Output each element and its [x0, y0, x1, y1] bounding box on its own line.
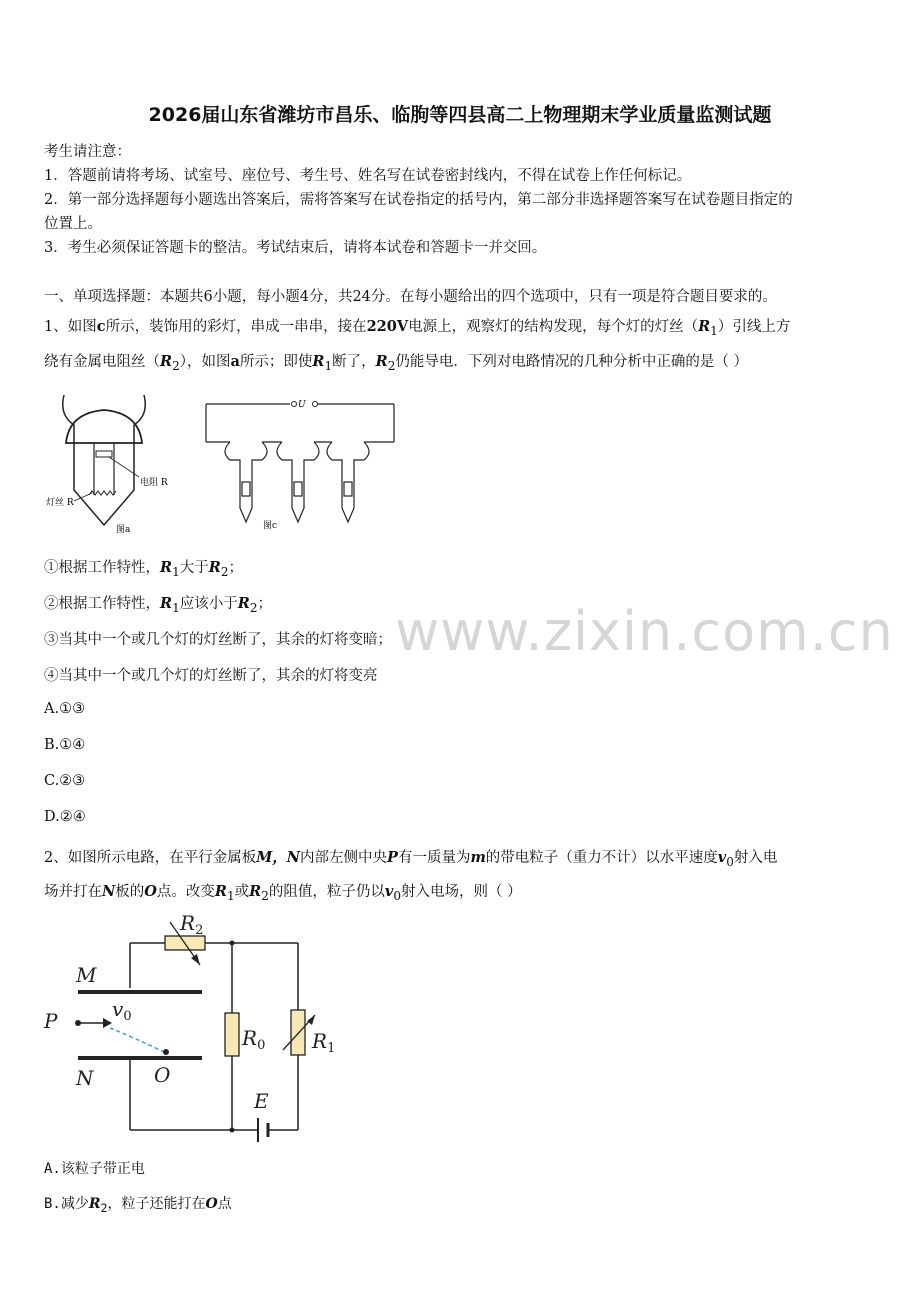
q2-option-b: B.减少$R_2$，粒子还能打在O点: [44, 1196, 232, 1215]
circuit-diagram: [40, 910, 350, 1145]
q1-option-d: D.②④: [44, 809, 86, 825]
svg-text:N: N: [76, 1066, 94, 1090]
q1-stem-line1: 1、如图c所示，装饰用的彩灯，串成一串串，接在220V电源上，观察灯的结构发现，每个灯的灯丝$(R_1)$引线上方: [44, 318, 791, 338]
notice-item-1: 1．答题前请将考场、试室号、座位号、考生号、姓名写在试卷密封线内，不得在试卷上作任何标记。: [44, 168, 692, 184]
svg-text:v0: $v_0$: [112, 997, 132, 1024]
q2-stem-line2: 场并打在N板的O点。改变$R_1$或$R_2$的阻值，粒子仍以$v_0$射入电场，则（ ）: [44, 883, 522, 903]
page-title: 2026届山东省潍坊市昌乐、临朐等四县高二上物理期末学业质量监测试题: [148, 104, 772, 126]
q2-stem-line1: 2、如图所示电路，在平行金属板M，N内部左侧中央P有一质量为m的带电粒子（重力不计）以水平速度$v_0$射入电: [44, 849, 778, 869]
statement-4: ④当其中一个或几个灯的灯丝断了，其余的灯将变亮: [44, 668, 378, 684]
q1-option-b: B.①④: [44, 737, 86, 753]
fig-a-resistor-label: 电阻 R: [140, 478, 168, 488]
resistor-r1: [291, 1010, 305, 1055]
notice-item-3: 3．考生必须保证答题卡的整洁。考试结束后，请将本试卷和答题卡一并交回。: [44, 240, 547, 256]
notice-item-2-cont: 位置上。: [44, 216, 102, 232]
fig-c-caption: 图c: [263, 521, 278, 531]
notice-heading: 考生请注意：: [44, 144, 131, 160]
statement-2: ②根据工作特性，$R_1$应该小于$R_2$；: [44, 595, 272, 615]
svg-text:R1: $R_1$: [312, 1029, 336, 1056]
fig-a-filament-label: 灯丝 R: [46, 498, 74, 508]
svg-text:O: O: [154, 1063, 171, 1087]
svg-text:E: E: [254, 1089, 269, 1113]
statement-1: ①根据工作特性，$R_1$大于$R_2$；: [44, 559, 243, 579]
fig-a-caption: 图a: [116, 525, 131, 535]
svg-text:P: P: [44, 1009, 58, 1033]
svg-text:R0: $R_0$: [242, 1026, 266, 1053]
resistor-r0: [225, 1013, 239, 1056]
svg-text:M: M: [76, 963, 97, 987]
statement-3: ③当其中一个或几个灯的灯丝断了，其余的灯将变暗；: [44, 632, 392, 648]
fig-c-voltage-label: U: [298, 400, 306, 410]
notice-item-2: 2．第一部分选择题每小题选出答案后，需将答案写在试卷指定的括号内，第二部分非选择题答案写在试卷题目指定的: [44, 192, 793, 208]
figure-c-lamps: [200, 390, 400, 535]
q1-stem-line2: 绕有金属电阻丝$(R_2)$，如图a所示；即使$R_1$断了，$R_2$仍能导电．下列对电路情况的几种分析中正确的是（ ）: [44, 353, 749, 373]
q1-option-a: A.①③: [44, 701, 86, 717]
figure-a-lamp: [44, 385, 168, 535]
svg-text:R2: $R_2$: [180, 911, 204, 938]
q2-option-a: A.该粒子带正电: [44, 1161, 145, 1177]
section-heading: 一、单项选择题：本题共6小题，每小题4分，共24分。在每小题给出的四个选项中，只有一项是符合题目要求的。: [44, 289, 777, 305]
watermark: www.zixin.com.cn: [395, 600, 894, 663]
q1-option-c: C.②③: [44, 773, 86, 789]
